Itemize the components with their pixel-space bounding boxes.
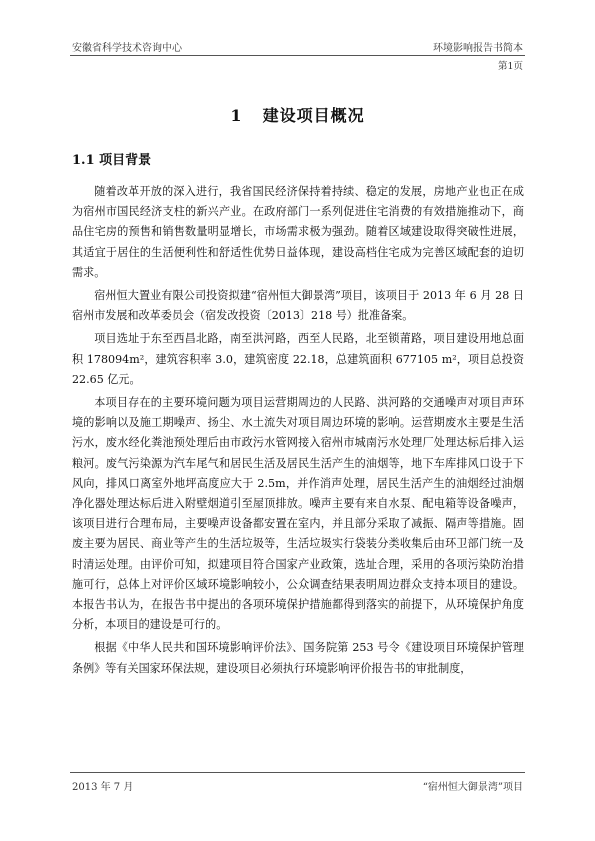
chapter-title-text: 建设项目概况 [262, 106, 365, 125]
chapter-title [0, 103, 595, 126]
paragraph: 宿州恒大置业有限公司投资拟建“宿州恒大御景湾”项目，该项目于 2013 年 6 月 28 日宿州市发展和改革委员会（宿发改投资〔2013〕218 号）批准备案。 [72, 289, 524, 323]
footer-date: 2013 年 7 月 [72, 782, 134, 793]
chapter-number: 1 [230, 106, 243, 125]
paragraph: 根据《中华人民共和国环境影响评价法》、国务院第 253 号令《建设项目环境保护管理条例》等有关国家环保法规，建设项目必须执行环境影响评价报告书的审批制度， [72, 641, 524, 675]
footer-project: “宿州恒大御景湾”项目 [422, 782, 523, 793]
paragraph: 项目选址于东至西昌北路，南至洪河路，西至人民路，北至锁莆路，项目建设用地总面积 178094m²，建筑容积率 3.0，建筑密度 22.18，总建筑面积 677105 m²，项目总投资 22.65 亿元。 [72, 332, 524, 386]
header-organization: 安徽省科学技术咨询中心 [72, 43, 182, 54]
paragraph: 随着改革开放的深入进行，我省国民经济保持着持续、稳定的发展，房地产业也正在成为宿州市国民经济支柱的新兴产业。在政府部门一系列促进住宅消费的有效措施推动下，商品住宅房的预售和销售数量明显增长，市场需求极为强劲。随着区域建设取得突破性进展，其适宜于居住的生活便利性和舒适性优势日益体现，建设高档住宅成为完善区域配套的迫切需求。 [72, 185, 524, 279]
footer-rule [70, 772, 525, 773]
body-text [72, 182, 524, 682]
header-doc-title: 环境影响报告书简本 [433, 43, 523, 54]
page-number: 第1页 [497, 61, 523, 72]
header-rule [70, 55, 525, 56]
section-title: 1.1 项目背景 [72, 153, 152, 168]
paragraph: 本项目存在的主要环境问题为项目运营期周边的人民路、洪河路的交通噪声对项目声环境的影响以及施工期噪声、扬尘、水土流失对项目周边环境的影响。运营期废水主要是生活污水，废水经化粪池预处理后由市政污水管网接入宿州市城南污水处理厂处理达标后排入运粮河。废气污染源为汽车尾气和居民生活及居民生活产生的油烟等，地下车库排风口设于下风向，排风口离室外地坪高度应大于 2.5m，并作消声处理，居民生活产生的油烟经过油烟净化器处理达标后进入附壁烟道引至屋顶排放。噪声主要有来自水泵、配电箱等设备噪声，该项目进行合理布局，主要噪声设备都安置在室内，并且部分采取了减振、隔声等措施。固废主要为居民、商业等产生的生活垃圾等，生活垃圾实行袋装分类收集后由环卫部门统一及时清运处理。由评价可知，拟建项目符合国家产业政策，选址合理，采用的各项污染防治措施可行，总体上对评价区域环境影响较小，公众调查结果表明周边群众支持本项目的建设。本报告书认为，在报告书中提出的各项环境保护措施都得到落实的前提下，从环境保护角度分析，本项目的建设是可行的。 [72, 396, 524, 632]
